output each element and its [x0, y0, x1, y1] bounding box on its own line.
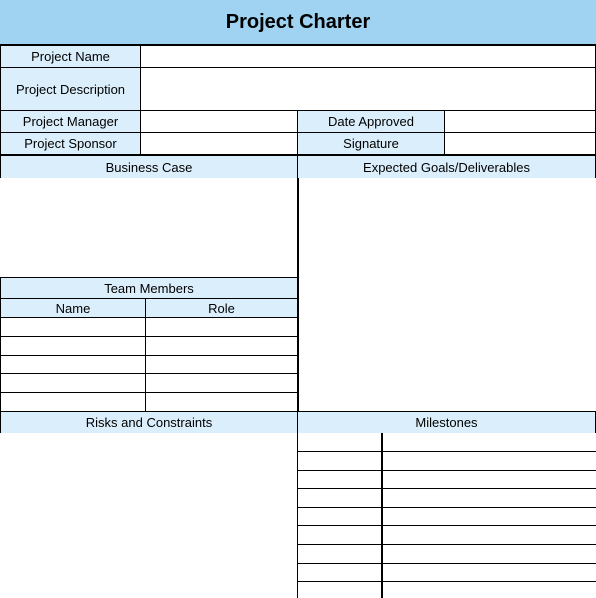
project-sponsor-label-text: Project Sponsor	[24, 136, 117, 151]
team-row-5-name[interactable]	[0, 392, 146, 412]
team-column-name-text: Name	[55, 300, 91, 316]
date-approved-field[interactable]	[444, 110, 596, 133]
signature-field[interactable]	[444, 132, 596, 155]
milestone-row-line	[298, 525, 596, 526]
expected-goals-area[interactable]	[297, 178, 596, 412]
team-row-1-name[interactable]	[0, 317, 146, 337]
milestones-column-divider	[381, 433, 383, 598]
project-name-label	[0, 45, 141, 68]
team-row-2-name[interactable]	[0, 336, 146, 356]
risks-header	[0, 411, 298, 434]
milestone-row-line	[298, 581, 596, 582]
milestone-row-line	[298, 470, 596, 471]
risks-area[interactable]	[0, 433, 298, 598]
expected-goals-header-text: Expected Goals/Deliverables	[363, 159, 530, 175]
project-manager-label-text: Project Manager	[22, 114, 119, 129]
team-column-name	[0, 298, 146, 318]
business-case-header	[0, 155, 298, 179]
project-description-label-text: Project Description	[15, 81, 126, 97]
milestone-row-line	[298, 488, 596, 489]
team-column-role	[145, 298, 298, 318]
project-manager-field[interactable]	[140, 110, 298, 133]
project-name-field[interactable]	[140, 45, 596, 68]
signature-label	[297, 132, 445, 155]
project-name-label-text: Project Name	[31, 49, 110, 64]
milestones-header	[297, 411, 596, 434]
milestones-table	[297, 433, 596, 598]
signature-label-text: Signature	[343, 136, 399, 151]
page-title	[0, 0, 596, 45]
milestones-header-text: Milestones	[415, 415, 478, 430]
milestone-row-line	[298, 563, 596, 564]
team-row-3-name[interactable]	[0, 355, 146, 374]
expected-goals-header	[297, 155, 596, 179]
team-members-header	[0, 277, 298, 299]
team-row-4-role[interactable]	[145, 373, 298, 393]
project-description-field[interactable]	[140, 67, 596, 111]
project-description-label	[0, 67, 141, 111]
business-case-area[interactable]	[0, 178, 298, 277]
team-column-role-text: Role	[208, 300, 235, 316]
team-row-3-role[interactable]	[145, 355, 298, 374]
team-row-2-role[interactable]	[145, 336, 298, 356]
milestone-row-line	[298, 451, 596, 452]
project-sponsor-field[interactable]	[140, 132, 298, 155]
project-manager-label	[0, 110, 141, 133]
milestone-row-line	[298, 507, 596, 508]
team-row-1-role[interactable]	[145, 317, 298, 337]
team-row-5-role[interactable]	[145, 392, 298, 412]
page-title-text: Project Charter	[225, 10, 371, 33]
date-approved-label-text: Date Approved	[327, 114, 414, 129]
team-row-4-name[interactable]	[0, 373, 146, 393]
milestone-row-line	[298, 544, 596, 545]
date-approved-label	[297, 110, 445, 133]
project-sponsor-label	[0, 132, 141, 155]
risks-header-text: Risks and Constraints	[85, 415, 213, 430]
business-case-header-text: Business Case	[105, 159, 193, 175]
team-members-header-text: Team Members	[104, 280, 194, 296]
